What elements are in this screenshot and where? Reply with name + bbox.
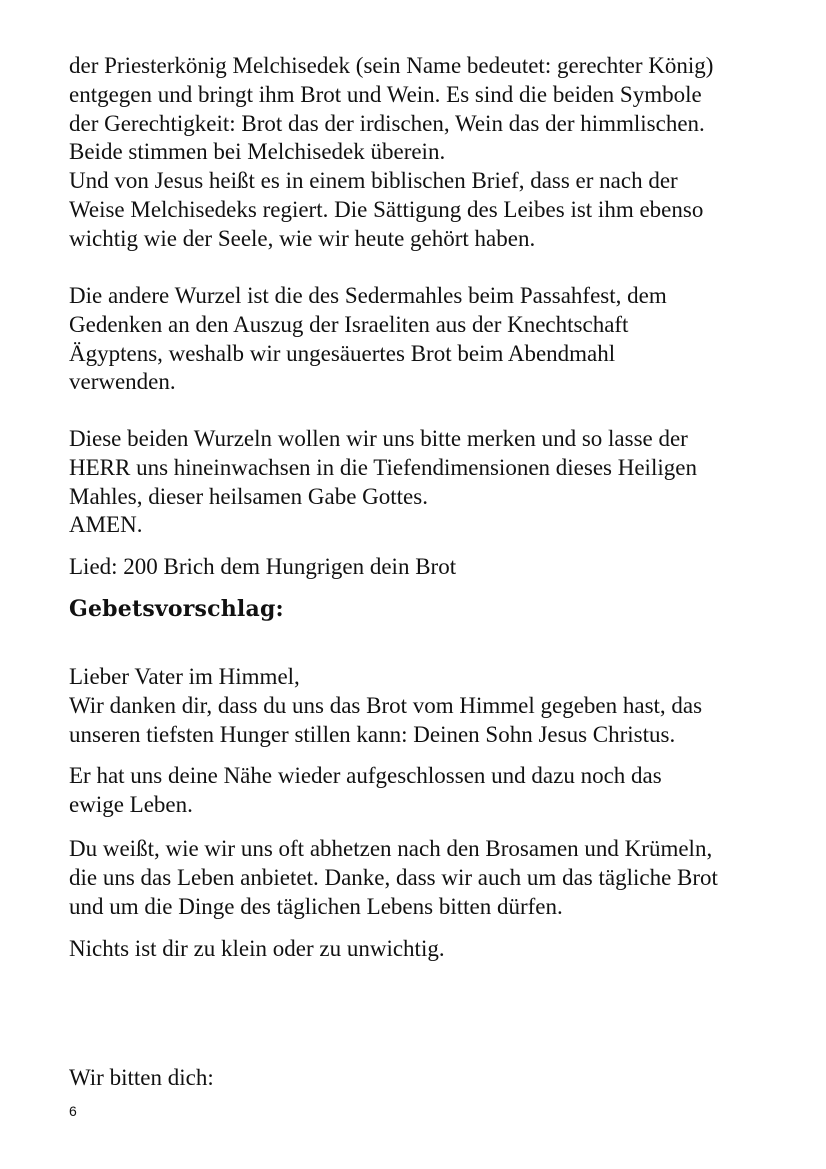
text-line: unseren tiefsten Hunger stillen kann: Deinen Sohn Jesus Christus. (69, 721, 676, 747)
page-number: 6 (69, 1103, 77, 1119)
text-line: Weise Melchisedeks regiert. Die Sättigung des Leibes ist ihm ebenso (69, 196, 704, 222)
text-line: Diese beiden Wurzeln wollen wir uns bitte merken und so lasse der (69, 426, 688, 451)
prayer-klein (69, 935, 789, 964)
paragraph-sedermahl (69, 282, 789, 397)
text-line: Ägyptens, weshalb wir ungesäuertes Brot beim Abendmahl (69, 340, 616, 366)
text-line: Und von Jesus heißt es in einem biblischen Brief, dass er nach der (69, 168, 678, 194)
text-line: entgegen und bringt ihm Brot und Wein. Es sind die beiden Symbole (69, 81, 702, 107)
prayer-naehe (69, 762, 789, 820)
text-line: Mahles, dieser heilsamen Gabe Gottes. (69, 483, 428, 509)
hymn-line (69, 553, 789, 582)
text-line: Er hat uns deine Nähe wieder aufgeschlossen und dazu noch das (69, 763, 662, 788)
text-line: Wir danken dir, dass du uns das Brot vom Himmel gegeben hast, das (69, 692, 703, 718)
prayer-heading: Gebetsvorschlag: (69, 596, 284, 622)
text-line: Gedenken an den Auszug der Israeliten aus der Knechtschaft (69, 311, 629, 337)
text-line: Beide stimmen bei Melchisedek überein. (69, 139, 446, 165)
text-line: ewige Leben. (69, 791, 193, 817)
text-line: der Gerechtigkeit: Brot das der irdischen, Wein das der himmlischen. (69, 110, 705, 136)
text-line: Du weißt, wie wir uns oft abhetzen nach den Brosamen und Krümeln, (69, 836, 713, 861)
text-line: verwenden. (69, 369, 176, 395)
paragraph-wurzeln (69, 425, 789, 540)
text-line: wichtig wie der Seele, wie wir heute gehört haben. (69, 225, 536, 251)
text-line: Die andere Wurzel ist die des Sedermahles beim Passahfest, dem (69, 283, 667, 308)
text-line: HERR uns hineinwachsen in die Tiefendimensionen dieses Heiligen (69, 454, 697, 480)
text-line: AMEN. (69, 512, 143, 538)
paragraph-melchisedek (69, 52, 789, 254)
prayer-opening (69, 663, 789, 749)
text-line: Wir bitten dich: (69, 1065, 214, 1090)
text-line: und um die Dinge des täglichen Lebens bitten dürfen. (69, 893, 563, 919)
text-line: der Priesterkönig Melchisedek (sein Name bedeutet: gerechter König) (69, 53, 714, 78)
text-line: Nichts ist dir zu klein oder zu unwichtig. (69, 936, 445, 961)
text-line: Lieber Vater im Himmel, (69, 664, 300, 689)
text-line: die uns das Leben anbietet. Danke, dass wir auch um das tägliche Brot (69, 864, 718, 890)
prayer-closing (69, 1064, 789, 1093)
prayer-brosamen (69, 835, 789, 921)
hymn-text: Lied: 200 Brich dem Hungrigen dein Brot (69, 554, 457, 579)
